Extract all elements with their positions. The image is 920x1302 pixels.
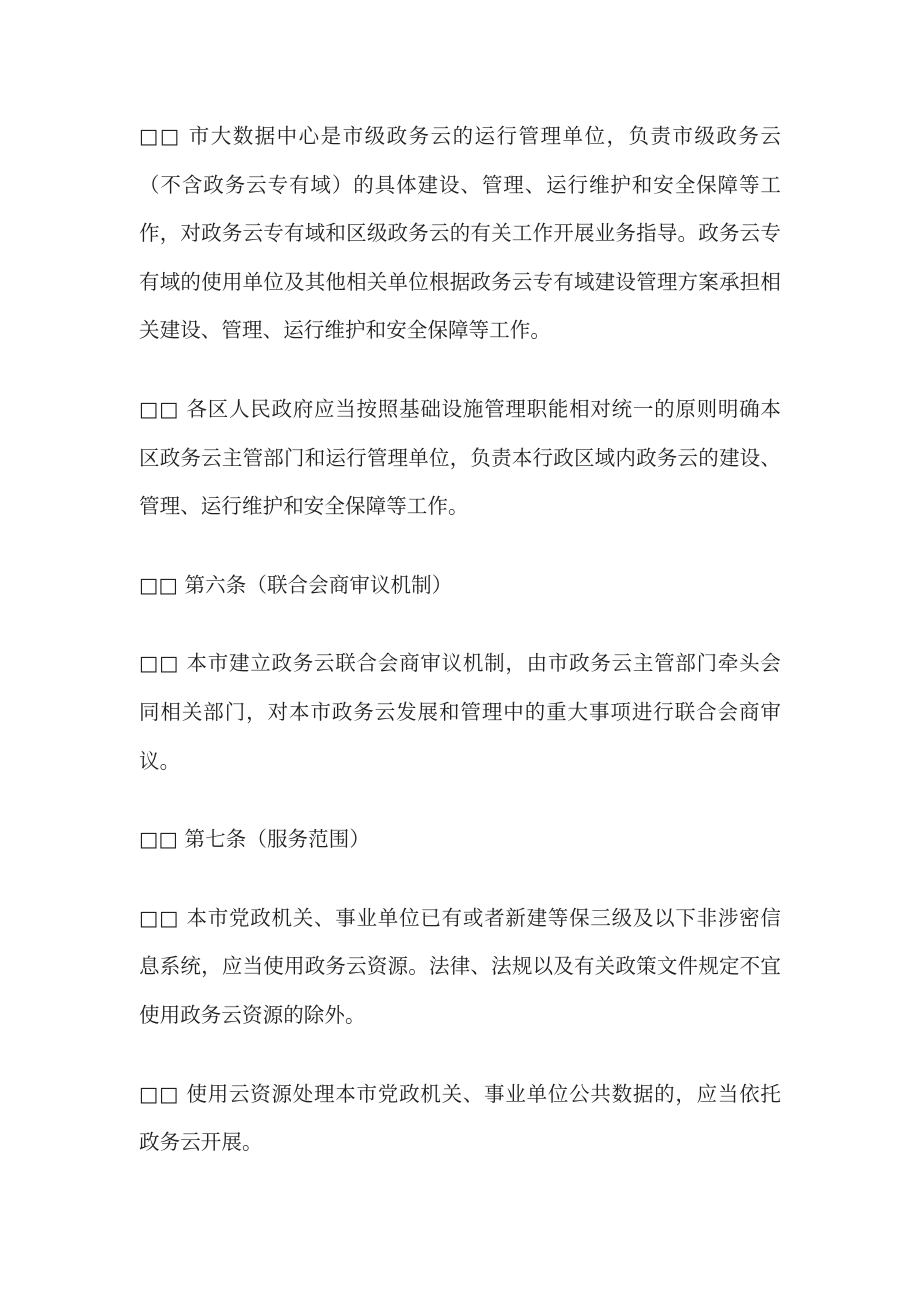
paragraph-public-data-processing: □□ 使用云资源处理本市党政机关、事业单位公共数据的，应当依托政务云开展。 <box>139 1081 781 1155</box>
paragraph-joint-review-mechanism: □□ 本市建立政务云联合会商审议机制，由市政务云主管部门牵头会同相关部门，对本市政务云发展和管理中的重大事项进行联合会商审议。 <box>139 651 781 773</box>
paragraph-district-governments: □□ 各区人民政府应当按照基础设施管理职能相对统一的原则明确本区政务云主管部门和运行管理单位，负责本行政区域内政务云的建设、管理、运行维护和安全保障等工作。 <box>139 396 781 519</box>
article-heading-7: □□ 第七条（服务范围） <box>139 827 370 852</box>
article-heading-6: □□ 第六条（联合会商审议机制） <box>139 572 453 597</box>
paragraph-data-center-responsibilities: □□ 市大数据中心是市级政务云的运行管理单位，负责市级政务云（不含政务云专有域）的具体建设、管理、运行维护和安全保障等工作，对政务云专有域和区级政务云的有关工作开展业务指导。政务云专有域的使用单位及其他相关单位根据政务云专有域建设管理方案承担相关建设、管理、运行维护和安全保障等工作。 <box>139 124 781 343</box>
document-body <box>139 112 781 1167</box>
paragraph-service-scope: □□ 本市党政机关、事业单位已有或者新建等保三级及以下非涉密信息系统，应当使用政务云资源。法律、法规以及有关政策文件规定不宜使用政务云资源的除外。 <box>139 905 781 1027</box>
